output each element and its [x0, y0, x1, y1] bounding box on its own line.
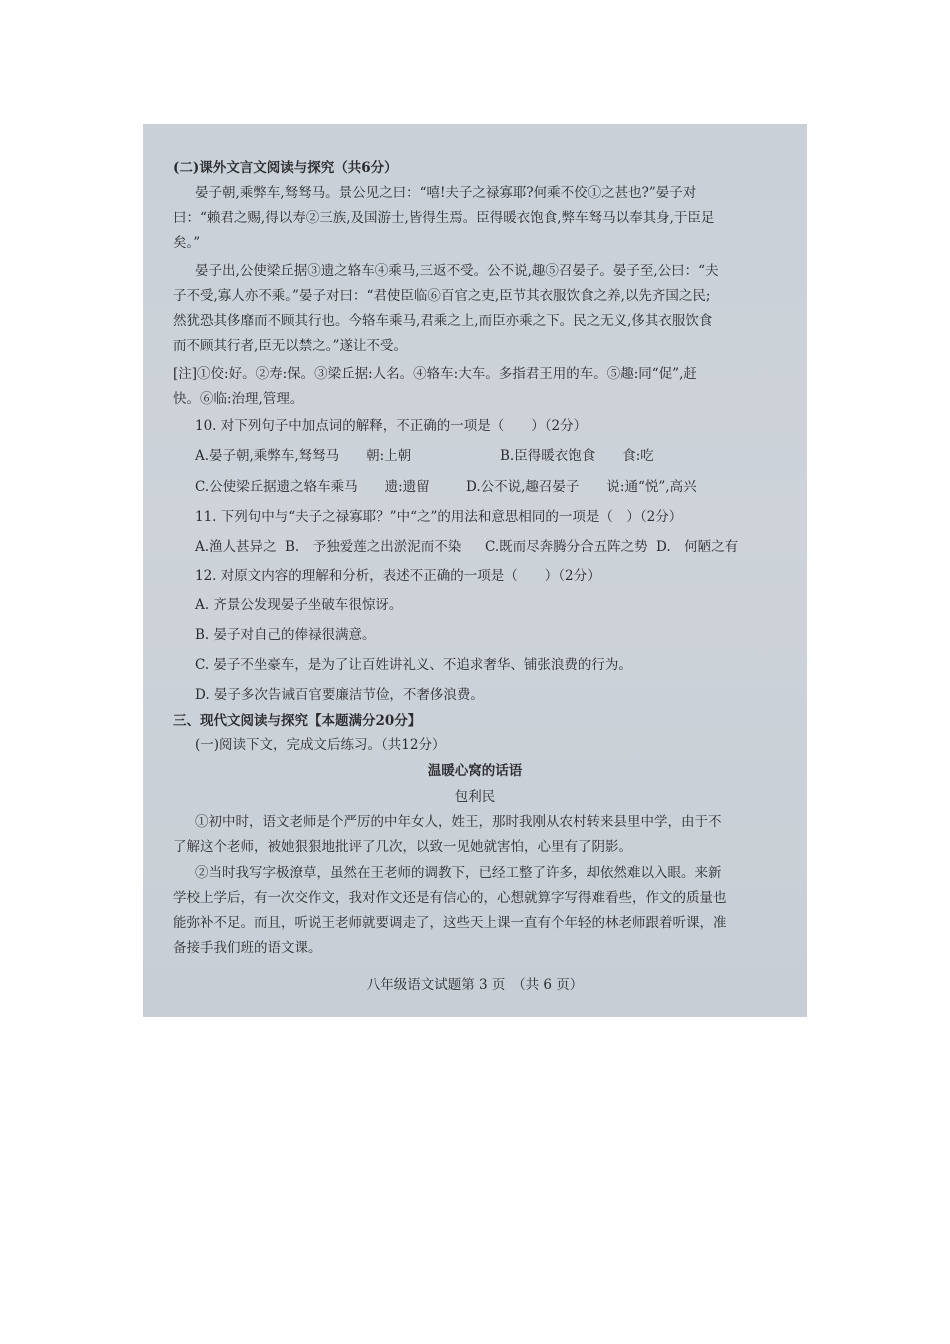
question-11-option-d: D. 何陋之有 [656, 539, 739, 555]
note-line: [注]①佼:好。②寿:保。③梁丘据:人名。④辂车:大车。多指君王用的车。⑤趣:同“促”,赶 [173, 366, 697, 382]
section2-heading: (二)课外文言文阅读与探究（共6分） [173, 160, 398, 176]
article-line: ①初中时，语文老师是个严厉的中年女人，姓王，那时我刚从农村转来县里中学，由于不 [195, 814, 722, 830]
article-author: 包利民 [454, 789, 496, 805]
question-11-option-c: C.既而尽奔腾分合五阵之势 [485, 539, 648, 555]
question-11-option-b: B. 予独爱莲之出淤泥而不染 [285, 539, 462, 555]
question-12-stem: 12. 对原文内容的理解和分析，表述不正确的一项是（ ）（2分） [195, 568, 601, 584]
question-12-option-c: C. 晏子不坐豪车，是为了让百姓讲礼义、不追求奢华、铺张浪费的行为。 [195, 657, 632, 673]
passage-line: 矣。” [173, 235, 201, 251]
article-line: 备接手我们班的语文课。 [173, 940, 322, 956]
question-12-option-d: D. 晏子多次告诫百官要廉洁节俭，不奢侈浪费。 [195, 687, 484, 703]
article-title: 温暖心窝的话语 [427, 763, 523, 779]
article-line: ②当时我写字极潦草，虽然在王老师的调教下，已经工整了许多，却依然难以入眼。来新 [195, 865, 722, 881]
question-11-stem: 11. 下列句中与“夫子之禄寡耶？”中“之”的用法和意思相同的一项是（ ）（2分） [195, 509, 683, 525]
article-line: 了解这个老师，被她狠狠地批评了几次，以致一见她就害怕，心里有了阴影。 [173, 839, 632, 855]
article-line: 学校上学后，有一次交作文，我对作文还是有信心的，心想就算字写得难看些，作文的质量也 [173, 890, 727, 906]
passage-line: 晏子出,公使梁丘据③遗之辂车④乘马,三返不受。公不说,趣⑤召晏子。晏子至,公曰：“夫 [195, 263, 719, 279]
section3-heading: 三、现代文阅读与探究【本题满分20分】 [173, 713, 422, 729]
passage-line: 然犹恐其侈靡而不顾其行也。今辂车乘马,君乘之上,而臣亦乘之下。民之无义,侈其衣服饮食 [173, 313, 713, 329]
note-line: 快。⑥临:治理,管理。 [173, 391, 304, 407]
question-10-option-d: D.公不说,趣召晏子 说:通“悦”,高兴 [466, 479, 697, 495]
question-10-option-b: B.臣得暖衣饱食 食:吃 [500, 448, 654, 464]
page-footer: 八年级语文试题第 3 页 （共 6 页） [366, 977, 584, 993]
section3-subheading: (一)阅读下文，完成文后练习。（共12分） [195, 737, 446, 753]
passage-line: 曰：“赖君之赐,得以寿②三族,及国游士,皆得生焉。臣得暖衣饱食,弊车驽马以奉其身,于臣足 [173, 210, 715, 226]
passage-line: 子不受,寡人亦不乘。”晏子对曰：“君使臣临⑥百官之吏,臣节其衣服饮食之养,以先齐国之民; [173, 288, 711, 304]
question-12-option-a: A. 齐景公发现晏子坐破车很惊讶。 [195, 597, 403, 613]
article-line: 能弥补不足。而且，听说王老师就要调走了，这些天上课一直有个年轻的林老师跟着听课，准 [173, 915, 727, 931]
question-12-option-b: B. 晏子对自己的俸禄很满意。 [195, 627, 376, 643]
question-11-option-a: A.渔人甚异之 [195, 539, 277, 555]
question-10-option-a: A.晏子朝,乘弊车,驽驽马 朝:上朝 [195, 448, 412, 464]
passage-line: 晏子朝,乘弊车,驽驽马。景公见之曰：“嘻!夫子之禄寡耶?何乘不佼①之甚也?”晏子对 [195, 185, 697, 201]
question-10-stem: 10. 对下列句子中加点词的解释，不正确的一项是（ ）（2分） [195, 418, 588, 434]
exam-page-photo [143, 124, 807, 1017]
question-10-option-c: C.公使梁丘据遗之辂车乘马 遗:遗留 [195, 479, 430, 495]
passage-line: 而不顾其行者,臣无以禁之。”遂让不受。 [173, 338, 407, 354]
